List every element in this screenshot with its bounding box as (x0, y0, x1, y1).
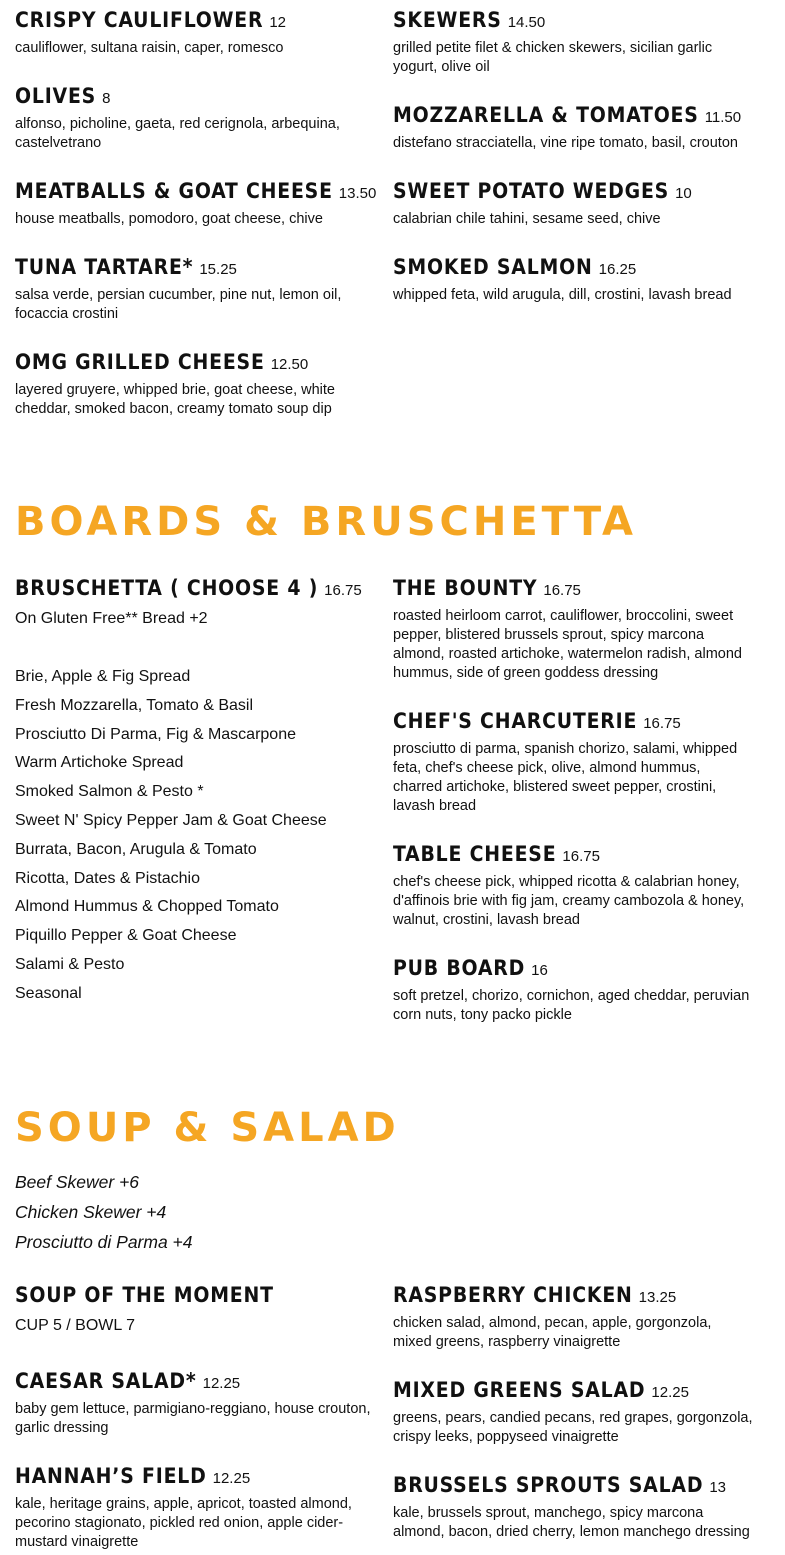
item-name: BRUSSELS SPROUTS SALAD (393, 1473, 704, 1497)
item-description: house meatballs, pomodoro, goat cheese, chive (15, 211, 323, 227)
item-description: alfonso, picholine, gaeta, red cerignola, arbequina, castelvetrano (15, 116, 340, 151)
menu-item (15, 1283, 274, 1336)
item-description: baby gem lettuce, parmigiano-reggiano, house crouton, garlic dressing (15, 1401, 371, 1436)
item-price: 16 (531, 962, 548, 979)
item-price: 11.50 (704, 109, 742, 126)
list-item: Fresh Mozzarella, Tomato & Basil (15, 696, 254, 714)
item-name: OMG GRILLED CHEESE (15, 350, 265, 374)
list-item: Burrata, Bacon, Arugula & Tomato (15, 840, 257, 858)
menu-item (15, 1464, 375, 1552)
menu-item (15, 1369, 375, 1438)
menu-item (393, 842, 753, 930)
list-item: Smoked Salmon & Pesto * (15, 783, 204, 801)
bruschetta-block (15, 576, 375, 629)
item-description: greens, pears, candied pecans, red grapes, gorgonzola, crispy leeks, poppyseed vinaigrette (393, 1410, 753, 1445)
menu-item (393, 8, 753, 77)
menu-item (393, 103, 741, 153)
item-price: 12.50 (270, 356, 309, 373)
list-item: Salami & Pesto (15, 955, 125, 973)
item-description: whipped feta, wild arugula, dill, crostini, lavash bread (393, 287, 732, 303)
protein-addons (15, 1167, 193, 1257)
item-name: BRUSCHETTA ( CHOOSE 4 ) (15, 576, 319, 600)
item-description: grilled petite filet & chicken skewers, sicilian garlic yogurt, olive oil (393, 40, 713, 75)
item-price: 16.75 (643, 715, 681, 732)
item-name: MEATBALLS & GOAT CHEESE (15, 179, 333, 203)
item-name: PUB BOARD (393, 956, 526, 980)
item-description: layered gruyere, whipped brie, goat cheese, white cheddar, smoked bacon, creamy tomato soup dip (15, 382, 335, 417)
item-name: CHEF'S CHARCUTERIE (393, 709, 638, 733)
item-name: HANNAH’S FIELD (15, 1464, 207, 1488)
item-description: kale, brussels sprout, manchego, spicy marcona almond, bacon, dried cherry, lemon manchego dressing (393, 1505, 750, 1540)
item-description: kale, heritage grains, apple, apricot, toasted almond, pecorino stagionato, pickled red onion, apple cider-mustard vinaigrette (15, 1496, 352, 1550)
addon-item: Chicken Skewer +4 (15, 1202, 167, 1222)
menu-item (393, 1283, 753, 1352)
menu-item (15, 8, 286, 58)
item-price: 16.75 (562, 848, 600, 865)
section-title-boards: BOARDS & BRUSCHETTA (15, 499, 637, 545)
list-item: Seasonal (15, 984, 82, 1002)
list-item: Brie, Apple & Fig Spread (15, 668, 191, 685)
item-name: CRISPY CAULIFLOWER (15, 8, 264, 32)
item-name: MOZZARELLA & TOMATOES (393, 103, 699, 127)
menu-item (393, 179, 692, 229)
gluten-free-note: On Gluten Free** Bread +2 (15, 610, 208, 627)
section-title-soup-salad: SOUP & SALAD (15, 1105, 400, 1151)
list-item: Almond Hummus & Chopped Tomato (15, 898, 279, 916)
item-price: 12 (269, 14, 287, 31)
item-price: 14.50 (507, 14, 546, 31)
list-item: Prosciutto Di Parma, Fig & Mascarpone (15, 725, 296, 743)
item-description: chef's cheese pick, whipped ricotta & calabrian honey, d'affinois brie with fig jam, creamy cambozola & honey, walnut, crostini, lavash bread (393, 874, 745, 928)
item-name: SWEET POTATO WEDGES (393, 179, 670, 203)
item-name: OLIVES (15, 84, 97, 108)
item-name: MIXED GREENS SALAD (393, 1378, 646, 1402)
item-price: 12.25 (202, 1375, 241, 1392)
menu-item (393, 709, 753, 816)
menu-item (393, 1473, 753, 1542)
menu-item (15, 255, 375, 324)
item-description: soft pretzel, chorizo, cornichon, aged cheddar, peruvian corn nuts, tony packo pickle (393, 988, 750, 1023)
item-description: prosciutto di parma, spanish chorizo, salami, whipped feta, chef's cheese pick, olive, almond hummus, charred artichoke, blistered sweet pepper, crostini, lavash bread (393, 741, 738, 814)
item-price: 16.75 (543, 582, 581, 599)
item-name: SMOKED SALMON (393, 255, 593, 279)
item-price: 13 (709, 1479, 727, 1496)
item-price: 15.25 (199, 261, 237, 278)
item-description: salsa verde, persian cucumber, pine nut, lemon oil, focaccia crostini (15, 287, 342, 322)
item-description: chicken salad, almond, pecan, apple, gorgonzola, mixed greens, raspberry vinaigrette (393, 1315, 712, 1350)
bruschetta-options (15, 663, 327, 1009)
list-item: Sweet N' Spicy Pepper Jam & Goat Cheese (15, 811, 327, 829)
item-price: 8 (102, 90, 111, 107)
item-description: calabrian chile tahini, sesame seed, chive (393, 211, 661, 227)
list-item: Ricotta, Dates & Pistachio (15, 869, 200, 887)
item-price: 12.25 (212, 1470, 251, 1487)
menu-item (15, 179, 376, 229)
item-name: TUNA TARTARE* (15, 255, 194, 279)
item-name: CAESAR SALAD* (15, 1369, 197, 1393)
item-description: roasted heirloom carrot, cauliflower, broccolini, sweet pepper, blistered brussels sprout, spicy marcona almond, roasted artichoke, watermelon radish, almond hummus, side of green goddess dressing (393, 608, 742, 681)
item-price: 13.25 (638, 1289, 677, 1306)
menu-item (393, 576, 753, 683)
item-price: 16.25 (598, 261, 637, 278)
item-description: distefano stracciatella, vine ripe tomato, basil, crouton (393, 135, 738, 151)
item-name: SOUP OF THE MOMENT (15, 1283, 274, 1307)
item-name: THE BOUNTY (393, 576, 538, 600)
item-name: TABLE CHEESE (393, 842, 557, 866)
list-item: Warm Artichoke Spread (15, 754, 184, 772)
item-name: SKEWERS (393, 8, 502, 32)
item-name: RASPBERRY CHICKEN (393, 1283, 633, 1307)
menu-item (393, 1378, 753, 1447)
addon-item: Beef Skewer +6 (15, 1172, 140, 1192)
item-description: CUP 5 / BOWL 7 (15, 1317, 136, 1334)
list-item: Piquillo Pepper & Goat Cheese (15, 927, 237, 945)
item-price: 12.25 (651, 1384, 689, 1401)
menu-item (15, 350, 375, 419)
menu-item (15, 84, 375, 153)
menu-item (393, 255, 732, 305)
item-price: 13.50 (338, 185, 377, 202)
item-price: 16.75 (324, 582, 362, 599)
item-price: 10 (675, 185, 692, 202)
menu-item (393, 956, 753, 1025)
item-description: cauliflower, sultana raisin, caper, romesco (15, 40, 284, 56)
addon-item: Prosciutto di Parma +4 (15, 1232, 193, 1252)
